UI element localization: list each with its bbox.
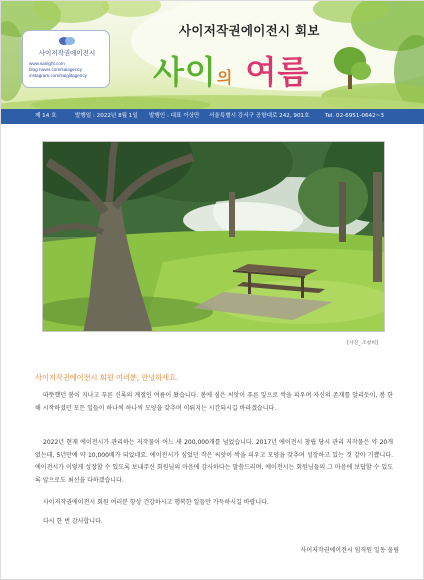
logo-agency-name: 사이저작권에이전시 bbox=[38, 50, 96, 57]
header-banner bbox=[1, 1, 424, 109]
agency-logo bbox=[22, 30, 110, 88]
park-picnic-table-image bbox=[43, 142, 385, 332]
title-part-sai: 사이 bbox=[153, 53, 217, 91]
newsletter-main-title bbox=[153, 47, 309, 93]
blog-link[interactable]: blog.naver.com/saiagency bbox=[29, 67, 83, 72]
publish-date: 발행일 : 2022년 8월 1일 bbox=[75, 113, 138, 119]
address: 서울특별시 강서구 공항대로 242, 901호 bbox=[209, 113, 310, 119]
title-part-summer: 여름 bbox=[245, 53, 310, 91]
photo-caption: [사진_ 조창희] bbox=[347, 341, 378, 346]
issue-number: 제 14 호 bbox=[35, 113, 57, 119]
letter-greeting: 사이저작권에이전시 회원 여러분, 안녕하세요. bbox=[35, 373, 179, 382]
letter-paragraph-3: 사이저작권에이전시 회원 여러분 항상 건강하시고 행복한 일들만 가득하시길 바랍니다. bbox=[43, 499, 269, 506]
park-photo bbox=[42, 141, 385, 332]
telephone: Tel. 02-6951-0642~3 bbox=[325, 113, 384, 119]
leaf-logo-icon bbox=[58, 35, 76, 47]
letter-signature: 사이저작권에이전시 임직원 일동 올림 bbox=[300, 547, 399, 554]
instagram-link[interactable]: instagram.com/saiglitagency bbox=[29, 73, 87, 78]
publication-info-bar bbox=[1, 109, 424, 124]
letter-paragraph-4: 다시 한 번 감사합니다. bbox=[43, 518, 103, 525]
title-part-ui: 의 bbox=[216, 68, 234, 87]
logo-links bbox=[29, 61, 109, 79]
publisher: 발행인 : 대표 이상만 bbox=[149, 113, 200, 119]
letter-paragraph-2: 2022년 현재 에이전시가 관리하는 저작물이 어느 새 200,000개를 넘었습니다. 2017년 에이전시 창립 당시 관리 저작물은 약 20개였는데, 5년만에 약 10,000배가 되었네요. 에이전시가 심었던 작은 씨앗이 싹을 피우고 모양을 갖추며 성장하고 있는 것 같아 기쁩니다. 에이전시가 이렇게 성장할 수 있도록 보내주신 회원님의 마음에 감사하다는 말씀드리며, 에이전시는 회원님들의 그 마음에 보답할 수 있도록 앞으로도 최선을 다하겠습니다. bbox=[35, 439, 393, 484]
newsletter-org-title: 사이저작권에이전시 회보 bbox=[179, 23, 320, 38]
website-link[interactable]: www.sairight.com bbox=[29, 61, 65, 66]
letter-paragraph-1: 따뜻했던 봄이 지나고 푸른 신록의 계절인 여름이 왔습니다. 봄에 심은 씨앗이 푸른 잎으로 싹을 피우며 자신의 존재를 알리듯이, 봄 한 해 시작하셨던 모든 일들이 하나씩 하나씩 모양을 갖추며 이뤄지는 시간되시길 바라겠습니다. bbox=[35, 392, 393, 412]
